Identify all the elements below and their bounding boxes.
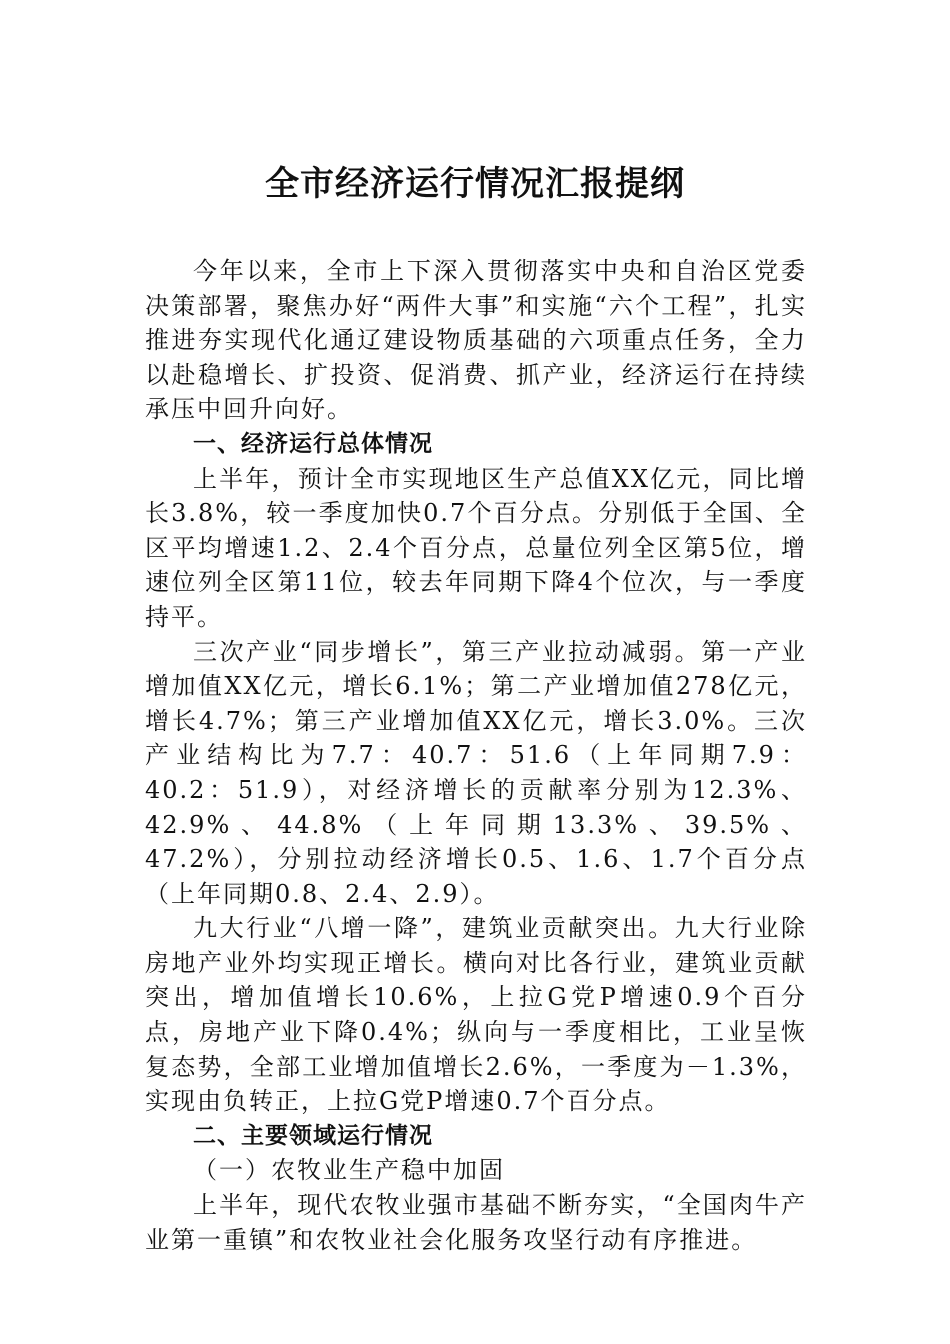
paragraph-gdp: 上半年，预计全市实现地区生产总值XX亿元，同比增长3.8%，较一季度加快0.7个百分点。分别低于全国、全区平均增速1.2、2.4个百分点，总量位列全区第5位，增速位列全区第11位，较去年同期下降4个位次，与一季度持平。: [145, 464, 807, 631]
heading-overall-situation: 一、经济运行总体情况: [193, 430, 433, 457]
paragraph-nine-industries: 九大行业“八增一降”，建筑业贡献突出。九大行业除房地产业外均实现正增长。横向对比各行业，建筑业贡献突出，增加值增长10.6%，上拉G党P增速0.9个百分点，房地产业下降0.4%；纵向与一季度相比，工业呈恢复态势，全部工业增加值增长2.6%，一季度为－1.3%，实现由负转正，上拉G党P增速0.7个百分点。: [145, 914, 807, 1116]
document-body: [145, 254, 807, 1257]
paragraph-agriculture: 上半年，现代农牧业强市基础不断夯实，“全国肉牛产业第一重镇”和农牧业社会化服务攻坚行动有序推进。: [145, 1191, 807, 1254]
paragraph-three-industries: 三次产业“同步增长”，第三产业拉动减弱。第一产业增加值XX亿元，增长6.1%；第二产业增加值278亿元，增长4.7%；第三产业增加值XX亿元，增长3.0%。三次产业结构比为7.7：40.7：51.6（上年同期7.9：40.2：51.9），对经济增长的贡献率分别为12.3%、42.9%、44.8%（上年同期13.3%、39.5%、47.2%），分别拉动经济增长0.5、1.6、1.7个百分点（上年同期0.8、2.4、2.9）。: [145, 637, 807, 908]
paragraph-intro: 今年以来，全市上下深入贯彻落实中央和自治区党委决策部署，聚焦办好“两件大事”和实施“六个工程”，扎实推进夯实现代化通辽建设物质基础的六项重点任务，全力以赴稳增长、扩投资、促消费、抓产业，经济运行在持续承压中回升向好。: [145, 257, 807, 424]
subheading-agriculture: （一）农牧业生产稳中加固: [193, 1156, 505, 1185]
document-title: 全市经济运行情况汇报提纲: [265, 164, 685, 204]
heading-major-fields: 二、主要领域运行情况: [193, 1122, 433, 1149]
